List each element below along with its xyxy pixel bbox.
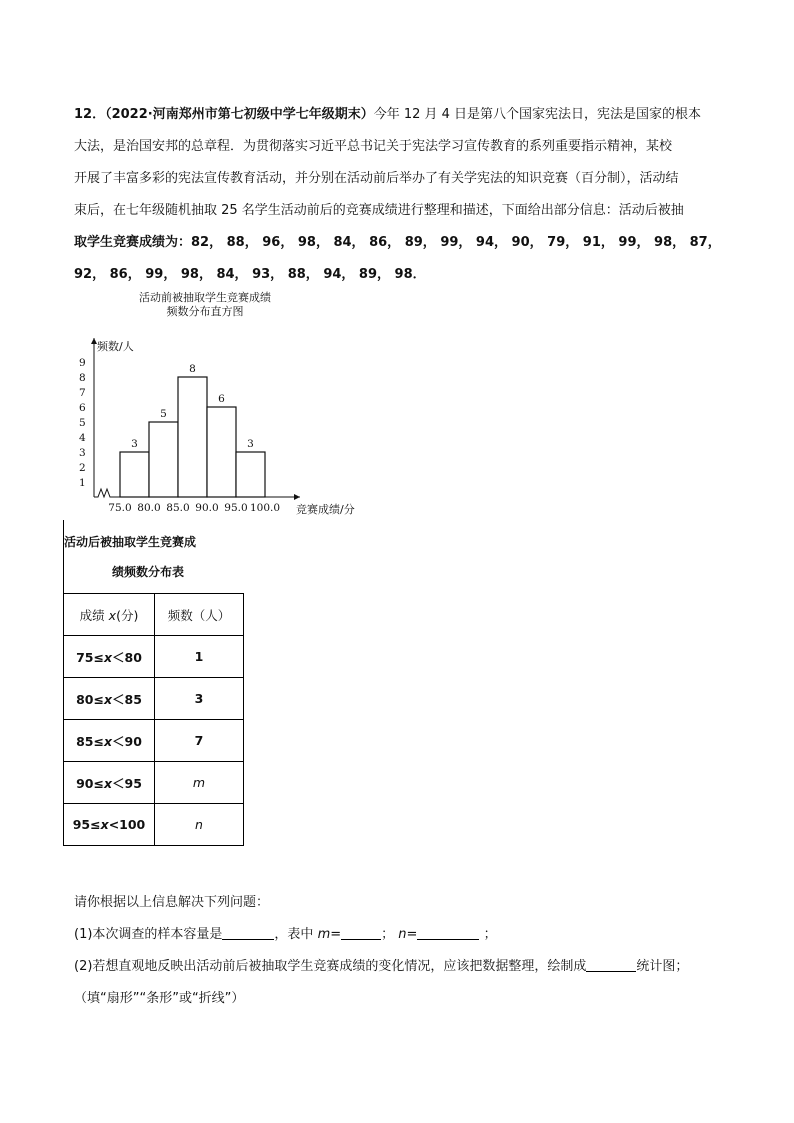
problem-text-1: 今年 12 月 4 日是第八个国家宪法日，宪法是国家的根本 [373, 107, 702, 122]
frequency-table [63, 593, 244, 846]
problem-line-5: 取学生竞赛成绩为：82， 88， 96， 98， 84， 86， 89， 99， 94， 90， 79， 91， 99， 98， 87， [74, 235, 721, 250]
range-cell: 95≤x<100 [64, 804, 155, 846]
problem-line-6: 92， 86， 99， 98， 84， 93， 88， 94， 89， 98． [74, 267, 426, 282]
count-cell: 7 [155, 720, 244, 762]
bar-data-label: 5 [160, 408, 167, 420]
table-row [64, 636, 244, 678]
count-cell: n [155, 804, 244, 846]
questions-intro: 请你根据以上信息解决下列问题： [74, 895, 270, 910]
y-tick-label: 5 [79, 417, 86, 429]
y-tick-label: 7 [79, 387, 86, 399]
histogram-bar [236, 452, 265, 497]
x-tick-label: 95.0 [224, 502, 248, 514]
answer-blank-sample-size[interactable] [222, 926, 274, 940]
problem-line-4: 束后，在七年级随机抽取 25 名学生活动前后的竞赛成绩进行整理和描述，下面给出部分信息：活动后被抽 [74, 203, 684, 218]
count-cell: 3 [155, 678, 244, 720]
range-cell: 85≤x＜90 [64, 720, 155, 762]
y-tick-label: 4 [79, 432, 86, 444]
problem-line-2: 大法，是治国安邦的总章程．为贯彻落实习近平总书记关于宪法学习宣传教育的系列重要指示精神，某校 [74, 139, 673, 154]
x-axis-label: 竞赛成绩/分 [296, 503, 355, 516]
histogram-chart [0, 0, 794, 530]
x-tick-label: 85.0 [166, 502, 190, 514]
y-axis-label: 频数/人 [97, 340, 134, 353]
x-tick-label: 100.0 [249, 502, 281, 514]
histogram-bar [149, 422, 178, 497]
y-tick-label: 9 [79, 357, 86, 369]
chart-title-line-2: 频数分布直方图 [166, 305, 244, 318]
count-cell: 1 [155, 636, 244, 678]
table-frame-left [63, 520, 64, 593]
problem-line-3: 开展了丰富多彩的宪法宣传教育活动，并分别在活动前后举办了有关学宪法的知识竞赛（百分制），活动结 [74, 171, 679, 186]
count-cell: m [155, 762, 244, 804]
answer-blank-m[interactable] [341, 926, 381, 940]
bar-data-label: 8 [189, 363, 196, 375]
x-tick-label: 75.0 [108, 502, 132, 514]
question-2: (2)若想直观地反映出活动前后被抽取学生竞赛成绩的变化情况，应该把数据整理，绘制成 统计图； [74, 959, 689, 974]
bar-data-label: 3 [131, 438, 138, 450]
y-tick-label: 3 [79, 447, 86, 459]
y-tick-label: 8 [79, 372, 86, 384]
range-cell: 90≤x＜95 [64, 762, 155, 804]
table-row [64, 762, 244, 804]
chart-title-line-1: 活动前被抽取学生竞赛成绩 [139, 291, 271, 304]
histogram-bar [120, 452, 149, 497]
answer-blank-n[interactable] [417, 926, 479, 940]
range-cell: 80≤x＜85 [64, 678, 155, 720]
table-row [64, 804, 244, 846]
table-caption-line-1: 活动后被抽取学生竞赛成 [64, 535, 197, 549]
bar-data-label: 6 [218, 393, 225, 405]
table-caption-line-2: 绩频数分布表 [112, 565, 185, 579]
header-frequency: 频数（人） [155, 594, 244, 636]
table-row [64, 678, 244, 720]
bar-data-label: 3 [247, 438, 254, 450]
x-tick-label: 80.0 [137, 502, 161, 514]
problem-source: （2022·河南郑州市第七初级中学七年级期末） [105, 107, 374, 122]
y-tick-label: 1 [79, 477, 86, 489]
histogram-bar [178, 377, 207, 497]
y-tick-label: 2 [79, 462, 86, 474]
question-2-hint: （填“扇形”“条形”或“折线”） [74, 991, 245, 1006]
answer-blank-chart-type[interactable] [586, 958, 636, 972]
problem-number: 12． [74, 107, 106, 122]
y-tick-label: 6 [79, 402, 86, 414]
x-tick-label: 90.0 [195, 502, 219, 514]
table-header-row [64, 594, 244, 636]
histogram-bar [207, 407, 236, 497]
question-1: (1)本次调查的样本容量是 ，表中 m= ； n= ； [74, 927, 497, 942]
table-row [64, 720, 244, 762]
header-score: 成绩 x(分) [64, 594, 155, 636]
range-cell: 75≤x＜80 [64, 636, 155, 678]
